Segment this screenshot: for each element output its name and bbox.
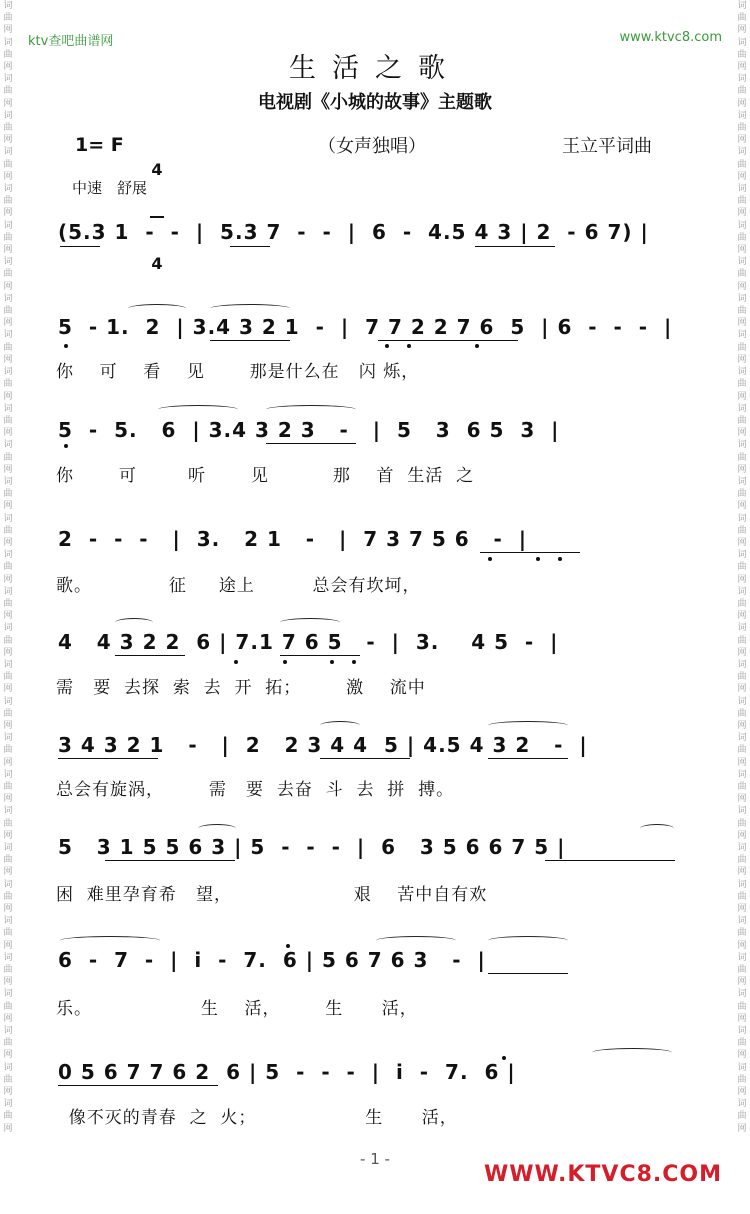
credit: 王立平词曲	[562, 136, 652, 157]
lyric-row: 像不灭的青春 之 火； 生 活，	[56, 1108, 458, 1128]
beam	[480, 552, 580, 553]
lyric-row: 你 可 听 见 那 首 生活 之	[56, 466, 475, 486]
lyric-row: 歌。 征 途上 总会有坎坷，	[56, 576, 421, 596]
beam	[210, 340, 290, 341]
slur	[280, 618, 340, 627]
beam	[378, 340, 518, 341]
time-signature-bottom: 4	[151, 254, 163, 273]
tempo-marking: 中速 舒展	[72, 179, 148, 197]
slur	[376, 936, 456, 945]
octave-dot	[488, 557, 492, 561]
slur	[60, 936, 160, 945]
site-watermark-left: ktv查吧曲谱网	[28, 34, 114, 49]
notation-row: (5.3 1 - - | 5.3 7 - - | 6 - 4.5 4 3 | 2 - 6 7) |	[58, 220, 649, 244]
octave-dot	[558, 557, 562, 561]
page-number: - 1 -	[360, 1150, 390, 1168]
beam	[58, 758, 158, 759]
octave-dot	[352, 660, 356, 664]
octave-dot-high	[502, 1056, 506, 1060]
octave-dot	[407, 344, 411, 348]
octave-dot	[385, 344, 389, 348]
beam	[58, 1085, 218, 1086]
beam	[230, 246, 270, 247]
slur	[115, 618, 153, 627]
lyric-row: 乐。 生 活， 生 活，	[56, 999, 418, 1019]
time-signature	[150, 125, 164, 291]
octave-dot-high	[286, 944, 290, 948]
beam	[105, 860, 235, 861]
beam	[266, 443, 356, 444]
octave-dot	[475, 344, 479, 348]
notation-row: 6 - 7 - | i - 7. 6 | 5 6 7 6 3 - |	[58, 948, 486, 972]
slur	[488, 936, 568, 945]
slur	[488, 721, 568, 730]
lyric-row: 总会有旋涡， 需 要 去奋 斗 去 拼 搏。	[56, 780, 455, 800]
beam	[475, 246, 555, 247]
beam	[320, 758, 410, 759]
slur	[640, 824, 674, 833]
slur	[592, 1048, 672, 1057]
side-watermark-right: 词曲网词曲网词曲网词曲网词曲网词曲网词曲网词曲网词曲网词曲网词曲网词曲网词曲网词曲网词曲网词曲网词曲网词曲网词曲网词曲网词曲网词曲网词曲网词曲网词曲网词曲网词曲网词曲网词曲网词曲网词曲网	[737, 1, 747, 1134]
song-title: 生活之歌	[289, 53, 461, 84]
octave-dot	[283, 660, 287, 664]
lyric-row: 困 难里孕育希 望， 艰 苦中自有欢	[56, 885, 488, 905]
slur	[320, 721, 360, 730]
site-watermark-right: www.ktvc8.com	[619, 30, 722, 45]
song-subtitle: 电视剧《小城的故事》主题歌	[258, 92, 492, 113]
notation-row: 0 5 6 7 7 6 2 6 | 5 - - - | i - 7. 6 |	[58, 1060, 516, 1084]
octave-dot	[330, 660, 334, 664]
beam	[115, 655, 185, 656]
slur	[198, 824, 236, 833]
beam	[488, 973, 568, 974]
slur	[158, 405, 238, 414]
lyric-row: 需 要 去探 索 去 开 拓； 激 流中	[56, 678, 426, 698]
performer-note: （女声独唱）	[318, 136, 426, 157]
time-signature-top: 4	[151, 160, 163, 179]
side-watermark-left: 词曲网词曲网词曲网词曲网词曲网词曲网词曲网词曲网词曲网词曲网词曲网词曲网词曲网词曲网词曲网词曲网词曲网词曲网词曲网词曲网词曲网词曲网词曲网词曲网词曲网词曲网词曲网词曲网词曲网词曲网词曲网	[3, 1, 13, 1134]
notation-row: 3 4 3 2 1 - | 2 2 3 4 4 5 | 4.5 4 3 2 - |	[58, 733, 588, 757]
octave-dot	[64, 344, 68, 348]
beam	[488, 758, 568, 759]
octave-dot	[64, 444, 68, 448]
beam	[545, 860, 675, 861]
beam	[60, 246, 100, 247]
slur	[210, 304, 290, 313]
key-signature: 1= F	[75, 134, 124, 156]
notation-row: 2 - - - | 3. 2 1 - | 7 3 7 5 6 - |	[58, 527, 528, 551]
octave-dot	[536, 557, 540, 561]
beam	[280, 655, 360, 656]
lyric-row: 你 可 看 见 那是什么在 闪 烁，	[56, 362, 420, 382]
bottom-watermark: WWW.KTVC8.COM	[484, 1162, 722, 1187]
octave-dot	[234, 660, 238, 664]
notation-row: 5 - 5. 6 | 3.4 3 2 3 - | 5 3 6 5 3 |	[58, 418, 560, 442]
slur	[128, 304, 186, 313]
notation-row: 5 - 1. 2 | 3.4 3 2 1 - | 7 7 2 2 7 6 5 | 6 - - - |	[58, 315, 673, 339]
notation-row: 4 4 3 2 2 6 | 7.1 7 6 5 - | 3. 4 5 - |	[58, 630, 559, 654]
notation-row: 5 3 1 5 5 6 3 | 5 - - - | 6 3 5 6 6 7 5 |	[58, 835, 566, 859]
slur	[266, 405, 356, 414]
